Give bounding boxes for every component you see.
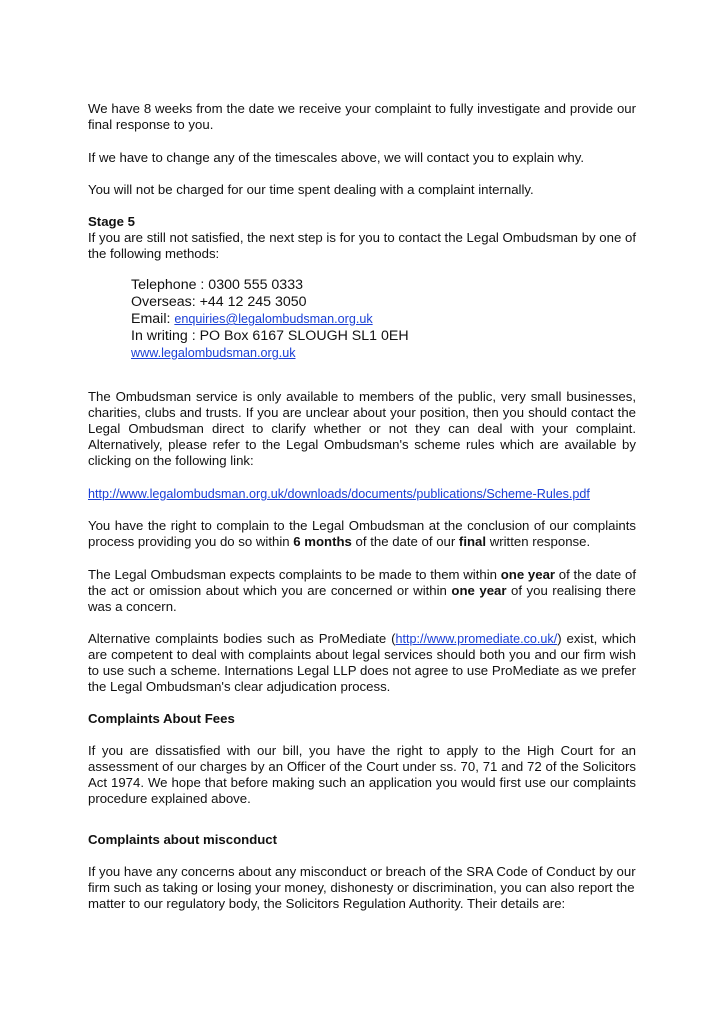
paragraph-ombudsman-service: The Ombudsman service is only available to members of the public, very small businesses, charities, clubs and trusts. If you are unclear about your position, then you should contact the Legal Ombudsman direct to clarify whether or not they can deal with your complaint. Alternatively, please refer to the Legal Ombudsman's scheme rules which are available by clicking on the following link:	[88, 389, 636, 468]
ombudsman-email-link[interactable]: enquiries@legalombudsman.org.uk	[174, 312, 373, 326]
ombudsman-contact-details	[131, 277, 611, 362]
contact-overseas: Overseas: +44 12 245 3050	[131, 294, 307, 310]
stage5-heading: Stage 5	[88, 214, 135, 229]
text-run: ) exist, which are competent to deal with complaints about legal services should both you and our firm wish to use such a scheme. Internations Legal LLP does not agree to use ProMediate as we prefer the Legal Ombudsman's clear adjudication process.	[88, 631, 637, 694]
text-run: Alternative complaints bodies such as ProMediate (	[88, 631, 396, 646]
paragraph-no-charge: You will not be charged for our time spent dealing with a complaint internally.	[88, 182, 534, 197]
text-run: of the date of our	[351, 534, 459, 549]
contact-writing: In writing : PO Box 6167 SLOUGH SL1 0EH	[131, 328, 409, 344]
contact-email-label: Email:	[131, 311, 175, 327]
contact-email-row	[131, 311, 611, 328]
paragraph-fees: If you are dissatisfied with our bill, you have the right to apply to the High Court for an assessment of our charges by an Officer of the Court under ss. 70, 71 and 72 of the Solicitors Act 1974. We hope that before making such an application you would first use our complaints procedure explained above.	[88, 743, 636, 806]
scheme-rules-link-row	[88, 486, 636, 502]
bold-run: final	[458, 534, 487, 549]
paragraph-eight-weeks: We have 8 weeks from the date we receive your complaint to fully investigate and provide our final response to you.	[88, 101, 636, 132]
paragraph-timescales: If we have to change any of the timescales above, we will contact you to explain why.	[88, 150, 585, 165]
contact-telephone: Telephone : 0300 555 0333	[131, 277, 303, 293]
text-run: of the date of the act or omission about which you are concerned or within	[88, 567, 636, 598]
promediate-link[interactable]: http://www.promediate.co.uk/	[395, 632, 558, 646]
paragraph-misconduct: If you have any concerns about any misconduct or breach of the SRA Code of Conduct by our firm such as taking or losing your money, dishonesty or discrimination, you can also report the matter to our regulatory body, the Solicitors Regulation Authority. Their details are:	[88, 864, 636, 911]
scheme-rules-link[interactable]: http://www.legalombudsman.org.uk/downloads/documents/publications/Scheme-Rules.pdf	[88, 487, 590, 501]
text-run: of you realising there was a concern.	[88, 583, 636, 614]
paragraph-right-to-complain	[88, 518, 636, 550]
text-run: You have the right to complain to the Legal Ombudsman at the conclusion of our complaints process providing you do so within	[88, 518, 636, 549]
bold-run: one year	[500, 567, 556, 582]
ombudsman-website-link[interactable]: www.legalombudsman.org.uk	[131, 346, 296, 360]
fees-heading: Complaints About Fees	[88, 711, 235, 726]
misconduct-heading: Complaints about misconduct	[88, 832, 278, 847]
contact-website-row	[131, 345, 611, 362]
text-run: written response.	[486, 534, 591, 549]
text-run: The Legal Ombudsman expects complaints to be made to them within	[88, 567, 501, 582]
bold-run: 6 months	[293, 534, 352, 549]
paragraph-one-year	[88, 567, 636, 615]
paragraph-alternative-bodies	[88, 631, 636, 695]
stage5-intro: If you are still not satisfied, the next step is for you to contact the Legal Ombudsman by one of the following methods:	[88, 230, 636, 261]
bold-run: one year	[451, 583, 507, 598]
